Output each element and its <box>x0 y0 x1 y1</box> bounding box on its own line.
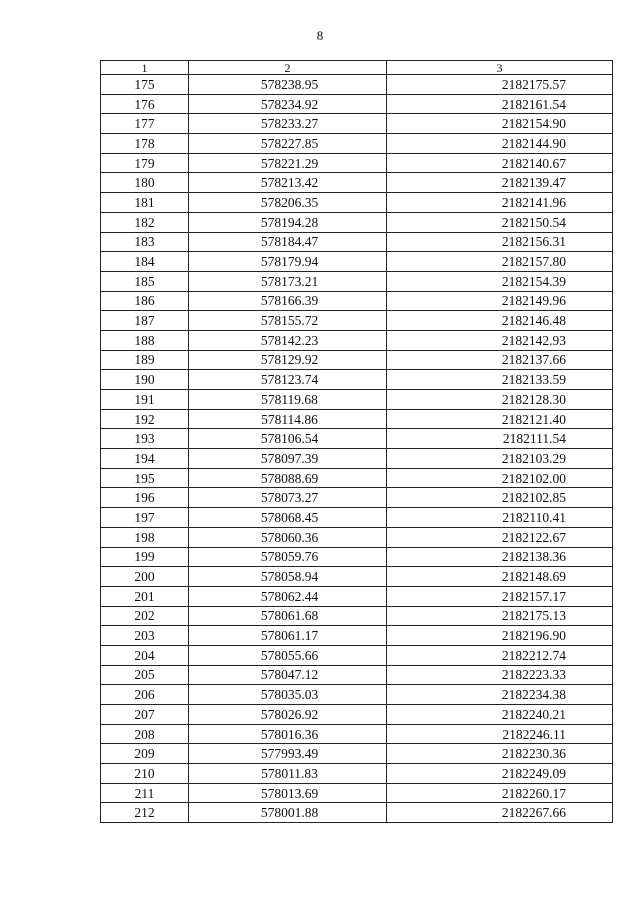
point-number-cell: 212 <box>101 803 189 823</box>
y-coordinate-cell: 2182212.74 <box>387 645 613 665</box>
point-number-cell: 196 <box>101 488 189 508</box>
y-coordinate-cell: 2182196.90 <box>387 626 613 646</box>
x-coordinate-cell: 578123.74 <box>189 370 387 390</box>
y-coordinate-cell: 2182267.66 <box>387 803 613 823</box>
y-coordinate-cell: 2182103.29 <box>387 449 613 469</box>
y-coordinate-cell: 2182154.39 <box>387 271 613 291</box>
y-coordinate-cell: 2182138.36 <box>387 547 613 567</box>
point-number-cell: 199 <box>101 547 189 567</box>
x-coordinate-cell: 578119.68 <box>189 390 387 410</box>
y-coordinate-cell: 2182150.54 <box>387 212 613 232</box>
table-row <box>101 94 613 114</box>
table-row <box>101 291 613 311</box>
point-number-cell: 191 <box>101 390 189 410</box>
table-row <box>101 409 613 429</box>
point-number-cell: 190 <box>101 370 189 390</box>
y-coordinate-cell: 2182161.54 <box>387 94 613 114</box>
table-row <box>101 783 613 803</box>
point-number-cell: 193 <box>101 429 189 449</box>
y-coordinate-cell: 2182246.11 <box>387 724 613 744</box>
table-header <box>101 61 613 75</box>
y-coordinate-cell: 2182137.66 <box>387 350 613 370</box>
point-number-cell: 197 <box>101 508 189 528</box>
x-coordinate-cell: 578061.17 <box>189 626 387 646</box>
y-coordinate-cell: 2182156.31 <box>387 232 613 252</box>
table-row <box>101 685 613 705</box>
y-coordinate-cell: 2182144.90 <box>387 134 613 154</box>
table-row <box>101 744 613 764</box>
point-number-cell: 200 <box>101 567 189 587</box>
x-coordinate-cell: 578097.39 <box>189 449 387 469</box>
x-coordinate-cell: 578233.27 <box>189 114 387 134</box>
table-row <box>101 803 613 823</box>
point-number-cell: 210 <box>101 764 189 784</box>
point-number-cell: 184 <box>101 252 189 272</box>
table-row <box>101 724 613 744</box>
table-row <box>101 370 613 390</box>
x-coordinate-cell: 578011.83 <box>189 764 387 784</box>
header-cell-point-number: 1 <box>101 61 189 75</box>
x-coordinate-cell: 578026.92 <box>189 705 387 725</box>
table-row <box>101 390 613 410</box>
point-number-cell: 188 <box>101 330 189 350</box>
y-coordinate-cell: 2182102.00 <box>387 468 613 488</box>
point-number-cell: 185 <box>101 271 189 291</box>
y-coordinate-cell: 2182249.09 <box>387 764 613 784</box>
point-number-cell: 182 <box>101 212 189 232</box>
point-number-cell: 209 <box>101 744 189 764</box>
table-row <box>101 173 613 193</box>
point-number-cell: 178 <box>101 134 189 154</box>
table-row <box>101 252 613 272</box>
x-coordinate-cell: 578114.86 <box>189 409 387 429</box>
y-coordinate-cell: 2182121.40 <box>387 409 613 429</box>
table-row <box>101 764 613 784</box>
x-coordinate-cell: 578234.92 <box>189 94 387 114</box>
y-coordinate-cell: 2182139.47 <box>387 173 613 193</box>
table-row <box>101 311 613 331</box>
y-coordinate-cell: 2182175.13 <box>387 606 613 626</box>
x-coordinate-cell: 578142.23 <box>189 330 387 350</box>
x-coordinate-cell: 578179.94 <box>189 252 387 272</box>
x-coordinate-cell: 578001.88 <box>189 803 387 823</box>
y-coordinate-cell: 2182148.69 <box>387 567 613 587</box>
y-coordinate-cell: 2182142.93 <box>387 330 613 350</box>
x-coordinate-cell: 578088.69 <box>189 468 387 488</box>
x-coordinate-cell: 577993.49 <box>189 744 387 764</box>
point-number-cell: 203 <box>101 626 189 646</box>
table-row <box>101 586 613 606</box>
point-number-cell: 192 <box>101 409 189 429</box>
header-cell-y: 3 <box>387 61 613 75</box>
table-row <box>101 114 613 134</box>
table-row <box>101 232 613 252</box>
y-coordinate-cell: 2182154.90 <box>387 114 613 134</box>
table-row <box>101 547 613 567</box>
y-coordinate-cell: 2182149.96 <box>387 291 613 311</box>
point-number-cell: 176 <box>101 94 189 114</box>
x-coordinate-cell: 578194.28 <box>189 212 387 232</box>
point-number-cell: 187 <box>101 311 189 331</box>
point-number-cell: 179 <box>101 153 189 173</box>
table-row <box>101 429 613 449</box>
header-cell-x: 2 <box>189 61 387 75</box>
y-coordinate-cell: 2182140.67 <box>387 153 613 173</box>
table-row <box>101 350 613 370</box>
table-row <box>101 508 613 528</box>
table-row <box>101 527 613 547</box>
y-coordinate-cell: 2182260.17 <box>387 783 613 803</box>
table-row <box>101 212 613 232</box>
x-coordinate-cell: 578184.47 <box>189 232 387 252</box>
point-number-cell: 211 <box>101 783 189 803</box>
table-row <box>101 645 613 665</box>
y-coordinate-cell: 2182240.21 <box>387 705 613 725</box>
y-coordinate-cell: 2182157.17 <box>387 586 613 606</box>
table-row <box>101 468 613 488</box>
table-row <box>101 567 613 587</box>
x-coordinate-cell: 578016.36 <box>189 724 387 744</box>
y-coordinate-cell: 2182175.57 <box>387 75 613 95</box>
point-number-cell: 195 <box>101 468 189 488</box>
point-number-cell: 206 <box>101 685 189 705</box>
x-coordinate-cell: 578073.27 <box>189 488 387 508</box>
x-coordinate-cell: 578013.69 <box>189 783 387 803</box>
point-number-cell: 204 <box>101 645 189 665</box>
y-coordinate-cell: 2182234.38 <box>387 685 613 705</box>
point-number-cell: 175 <box>101 75 189 95</box>
x-coordinate-cell: 578060.36 <box>189 527 387 547</box>
point-number-cell: 186 <box>101 291 189 311</box>
x-coordinate-cell: 578062.44 <box>189 586 387 606</box>
x-coordinate-cell: 578213.42 <box>189 173 387 193</box>
point-number-cell: 194 <box>101 449 189 469</box>
point-number-cell: 189 <box>101 350 189 370</box>
header-row <box>101 61 613 75</box>
y-coordinate-cell: 2182230.36 <box>387 744 613 764</box>
x-coordinate-cell: 578061.68 <box>189 606 387 626</box>
table-row <box>101 626 613 646</box>
table-row <box>101 75 613 95</box>
x-coordinate-cell: 578238.95 <box>189 75 387 95</box>
x-coordinate-cell: 578055.66 <box>189 645 387 665</box>
x-coordinate-cell: 578068.45 <box>189 508 387 528</box>
table-row <box>101 488 613 508</box>
x-coordinate-cell: 578173.21 <box>189 271 387 291</box>
y-coordinate-cell: 2182223.33 <box>387 665 613 685</box>
y-coordinate-cell: 2182157.80 <box>387 252 613 272</box>
y-coordinate-cell: 2182141.96 <box>387 193 613 213</box>
table-row <box>101 665 613 685</box>
point-number-cell: 198 <box>101 527 189 547</box>
point-number-cell: 181 <box>101 193 189 213</box>
table-row <box>101 449 613 469</box>
table-row <box>101 271 613 291</box>
y-coordinate-cell: 2182122.67 <box>387 527 613 547</box>
table-row <box>101 193 613 213</box>
y-coordinate-cell: 2182110.41 <box>387 508 613 528</box>
point-number-cell: 208 <box>101 724 189 744</box>
x-coordinate-cell: 578221.29 <box>189 153 387 173</box>
table-row <box>101 330 613 350</box>
table-body <box>101 75 613 823</box>
x-coordinate-cell: 578166.39 <box>189 291 387 311</box>
point-number-cell: 177 <box>101 114 189 134</box>
table-row <box>101 606 613 626</box>
table-row <box>101 134 613 154</box>
x-coordinate-cell: 578155.72 <box>189 311 387 331</box>
x-coordinate-cell: 578035.03 <box>189 685 387 705</box>
page-number: 8 <box>316 28 324 43</box>
y-coordinate-cell: 2182133.59 <box>387 370 613 390</box>
point-number-cell: 201 <box>101 586 189 606</box>
x-coordinate-cell: 578206.35 <box>189 193 387 213</box>
x-coordinate-cell: 578059.76 <box>189 547 387 567</box>
y-coordinate-cell: 2182146.48 <box>387 311 613 331</box>
x-coordinate-cell: 578227.85 <box>189 134 387 154</box>
x-coordinate-cell: 578129.92 <box>189 350 387 370</box>
point-number-cell: 205 <box>101 665 189 685</box>
y-coordinate-cell: 2182128.30 <box>387 390 613 410</box>
x-coordinate-cell: 578058.94 <box>189 567 387 587</box>
x-coordinate-cell: 578106.54 <box>189 429 387 449</box>
table-row <box>101 153 613 173</box>
y-coordinate-cell: 2182102.85 <box>387 488 613 508</box>
table-row <box>101 705 613 725</box>
point-number-cell: 183 <box>101 232 189 252</box>
x-coordinate-cell: 578047.12 <box>189 665 387 685</box>
point-number-cell: 180 <box>101 173 189 193</box>
y-coordinate-cell: 2182111.54 <box>387 429 613 449</box>
point-number-cell: 207 <box>101 705 189 725</box>
coordinates-table <box>100 60 613 823</box>
point-number-cell: 202 <box>101 606 189 626</box>
